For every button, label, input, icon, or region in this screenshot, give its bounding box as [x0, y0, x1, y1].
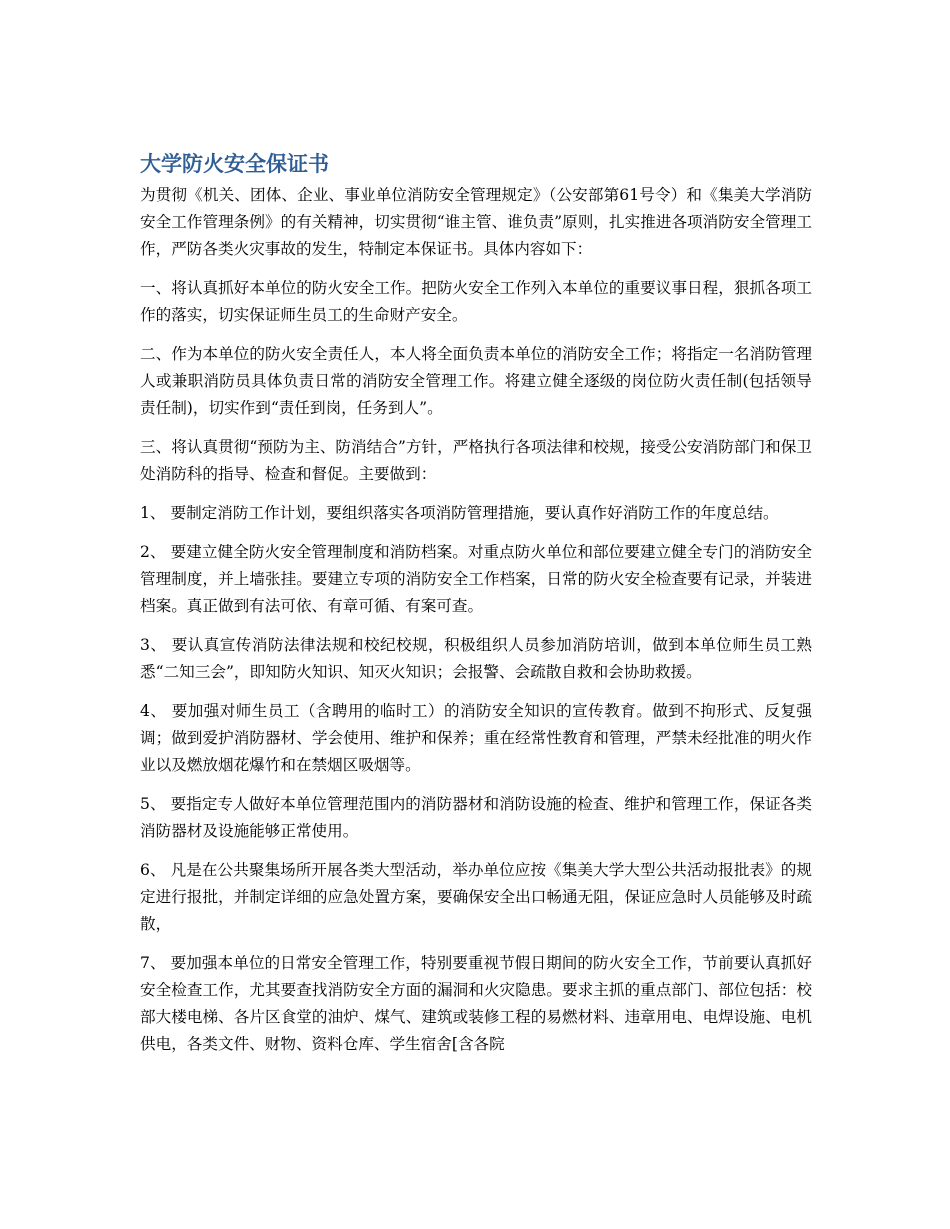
paragraph-section-2: 二、作为本单位的防火安全责任人，本人将全面负责本单位的消防安全工作；将指定一名消防管理人或兼职消防员具体负责日常的消防安全管理工作。将建立健全逐级的岗位防火责任制(包括领导责任制)，切实作到“责任到岗，任务到人”。 — [140, 345, 812, 417]
document-title: 大学防火安全保证书 — [140, 152, 329, 176]
list-item-7: 7、 要加强本单位的日常安全管理工作，特别要重视节假日期间的防火安全工作，节前要认真抓好安全检查工作，尤其要查找消防安全方面的漏洞和火灾隐患。要求主抓的重点部门、部位包括：校部大楼电梯、各片区食堂的油炉、煤气、建筑或装修工程的易燃材料、违章用电、电焊设施、电机供电，各类文件、财物、资料仓库、学生宿舍[含各院 — [140, 954, 812, 1053]
document-page — [140, 150, 812, 1070]
list-item-4: 4、 要加强对师生员工（含聘用的临时工）的消防安全知识的宣传教育。做到不拘形式、反复强调；做到爱护消防器材、学会使用、维护和保养；重在经常性教育和管理，严禁未经批准的明火作业以及燃放烟花爆竹和在禁烟区吸烟等。 — [140, 702, 812, 774]
list-item-2: 2、 要建立健全防火安全管理制度和消防档案。对重点防火单位和部位要建立健全专门的消防安全管理制度，并上墙张挂。要建立专项的消防安全工作档案，日常的防火安全检查要有记录，并装进档案。真正做到有法可依、有章可循、有案可查。 — [140, 543, 812, 615]
list-item-5: 5、 要指定专人做好本单位管理范围内的消防器材和消防设施的检查、维护和管理工作，保证各类消防器材及设施能够正常使用。 — [140, 795, 812, 840]
list-item-6: 6、 凡是在公共聚集场所开展各类大型活动，举办单位应按《集美大学大型公共活动报批表》的规定进行报批，并制定详细的应急处置方案，要确保安全出口畅通无阻，保证应急时人员能够及时疏散， — [140, 861, 812, 933]
list-item-1: 1、 要制定消防工作计划，要组织落实各项消防管理措施，要认真作好消防工作的年度总结。 — [140, 504, 779, 522]
intro-paragraph: 为贯彻《机关、团体、企业、事业单位消防安全管理规定》（公安部第61号令）和《集美大学消防安全工作管理条例》的有关精神，切实贯彻“谁主管、谁负责”原则，扎实推进各项消防安全管理工作，严防各类火灾事故的发生，特制定本保证书。具体内容如下： — [140, 186, 812, 258]
list-item-3: 3、 要认真宣传消防法律法规和校纪校规，积极组织人员参加消防培训，做到本单位师生员工熟悉“二知三会”，即知防火知识、知灭火知识；会报警、会疏散自救和会协助救援。 — [140, 636, 812, 681]
paragraph-section-1: 一、将认真抓好本单位的防火安全工作。把防火安全工作列入本单位的重要议事日程，狠抓各项工作的落实，切实保证师生员工的生命财产安全。 — [140, 279, 812, 324]
paragraph-section-3: 三、将认真贯彻“预防为主、防消结合”方针，严格执行各项法律和校规，接受公安消防部门和保卫处消防科的指导、检查和督促。主要做到： — [140, 438, 812, 483]
